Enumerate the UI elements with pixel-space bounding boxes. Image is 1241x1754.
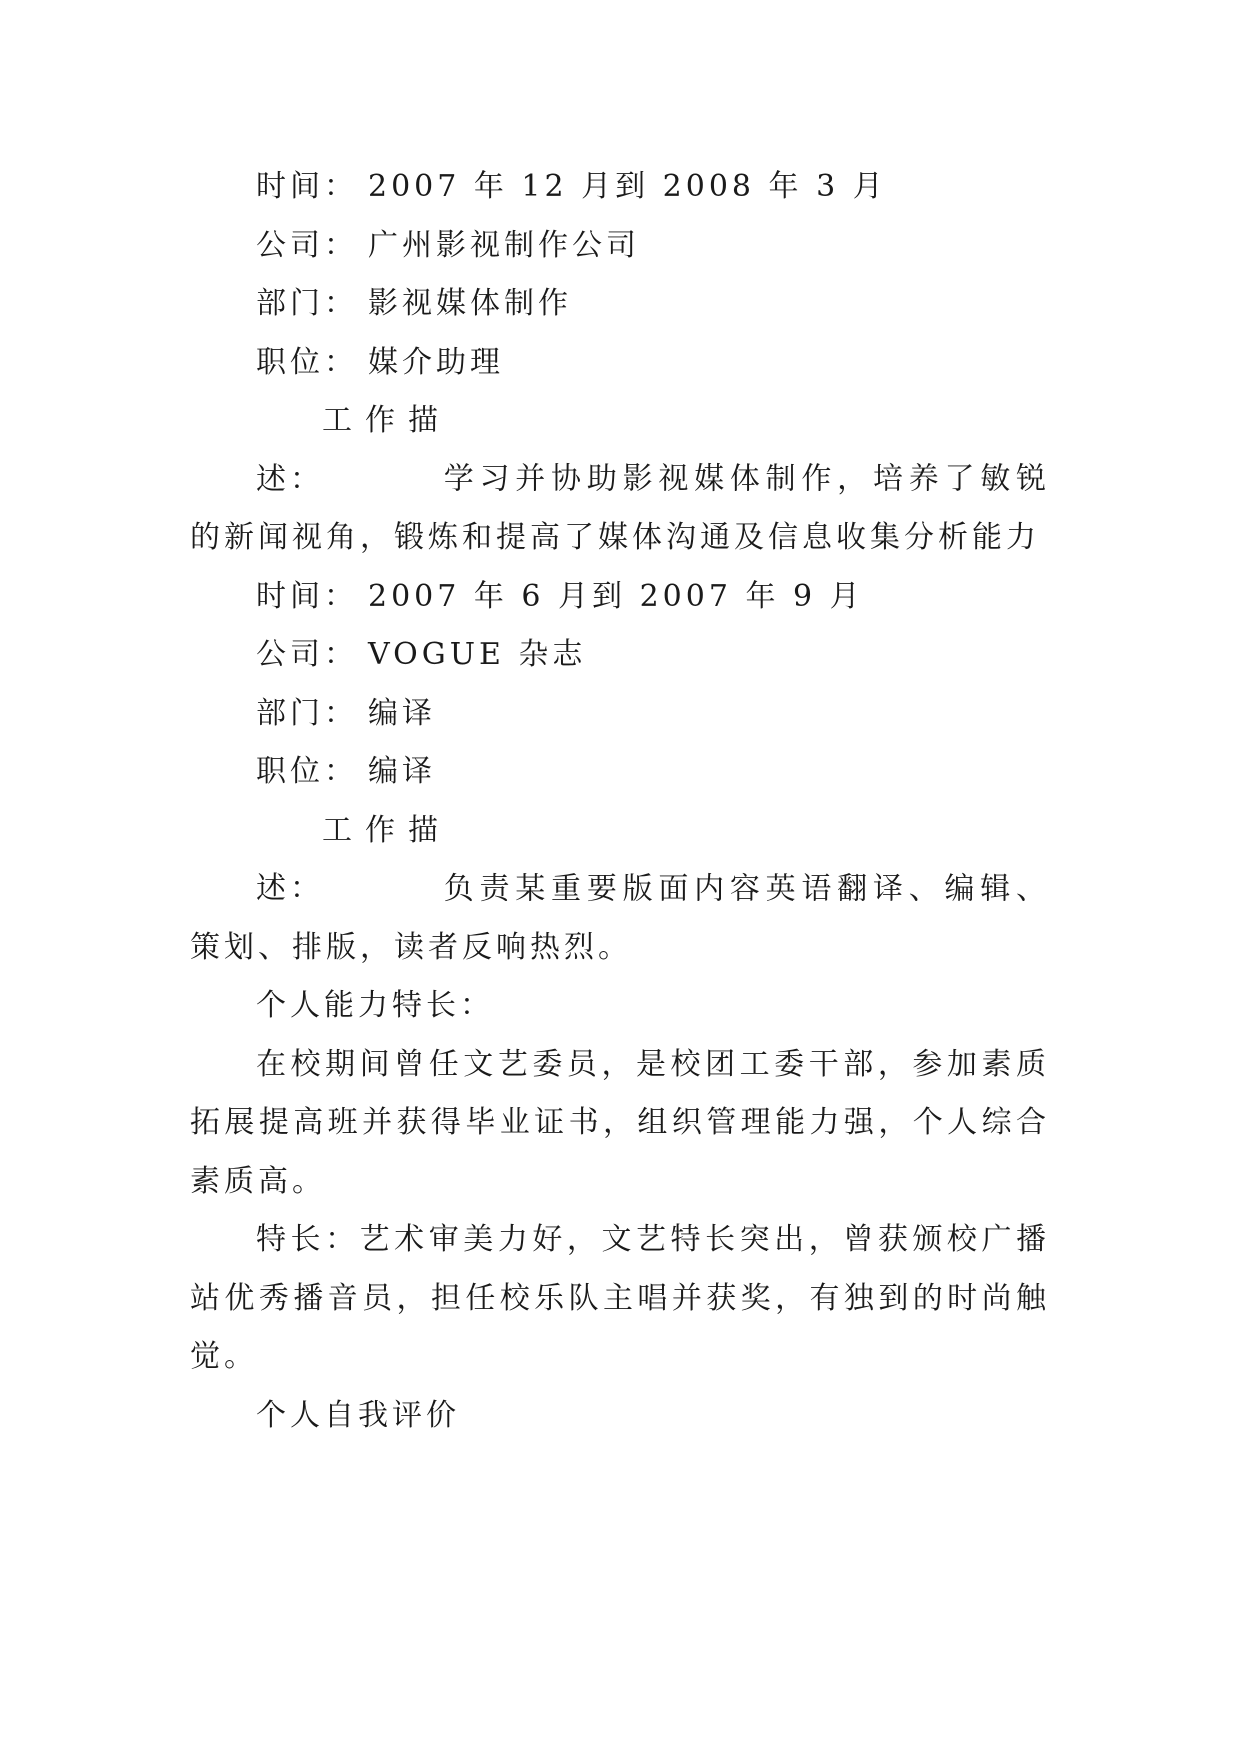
department-value: 编译	[368, 695, 436, 731]
entry-1-company	[190, 217, 1050, 276]
entry-1-position	[190, 334, 1050, 393]
abilities-paragraph-1: 在校期间曾任文艺委员，是校团工委干部，参加素质拓展提高班并获得毕业证书，组织管理能力强，个人综合素质高。	[190, 1046, 1050, 1199]
entry-1-time	[190, 158, 1050, 217]
abilities-paragraph-2: 特长：艺术审美力好，文艺特长突出，曾获颁校广播站优秀播音员，担任校乐队主唱并获奖，有独到的时尚触觉。	[190, 1222, 1050, 1374]
position-value: 编译	[368, 754, 436, 789]
entry-2-time	[190, 568, 1050, 627]
entry-2-company	[190, 626, 1050, 685]
company-value: VOGUE 杂志	[368, 637, 587, 672]
description-label: 工作描述：	[256, 403, 442, 497]
entry-1-department	[190, 275, 1050, 334]
description-value: 负责某重要版面内容英语翻译、编辑、策划、排版，读者反响热烈。	[190, 871, 1050, 965]
description-label: 工作描述：	[256, 812, 442, 906]
entry-2-department	[190, 685, 1050, 744]
time-label: 时间：	[256, 169, 358, 204]
company-value: 广州影视制作公司	[368, 227, 640, 263]
resume-content	[190, 158, 1050, 1445]
position-value: 媒介助理	[368, 344, 504, 380]
entry-1-description	[190, 392, 1050, 568]
abilities-heading: 个人能力特长：	[256, 988, 494, 1023]
self-evaluation-heading: 个人自我评价	[256, 1397, 460, 1433]
department-label: 部门：	[256, 286, 358, 321]
time-value: 2007 年 6 月到 2007 年 9 月	[368, 578, 864, 614]
department-value: 影视媒体制作	[368, 286, 572, 321]
entry-2-description	[190, 802, 1050, 978]
time-label: 时间：	[256, 578, 358, 614]
position-label: 职位：	[256, 344, 358, 380]
time-value: 2007 年 12 月到 2008 年 3 月	[368, 169, 887, 204]
company-label: 公司：	[256, 637, 358, 672]
department-label: 部门：	[256, 695, 358, 731]
description-value: 学习并协助影视媒体制作，培养了敏锐的新闻视角，锻炼和提高了媒体沟通及信息收集分析能力	[190, 461, 1050, 555]
company-label: 公司：	[256, 227, 358, 263]
position-label: 职位：	[256, 754, 358, 789]
entry-2-position	[190, 743, 1050, 802]
